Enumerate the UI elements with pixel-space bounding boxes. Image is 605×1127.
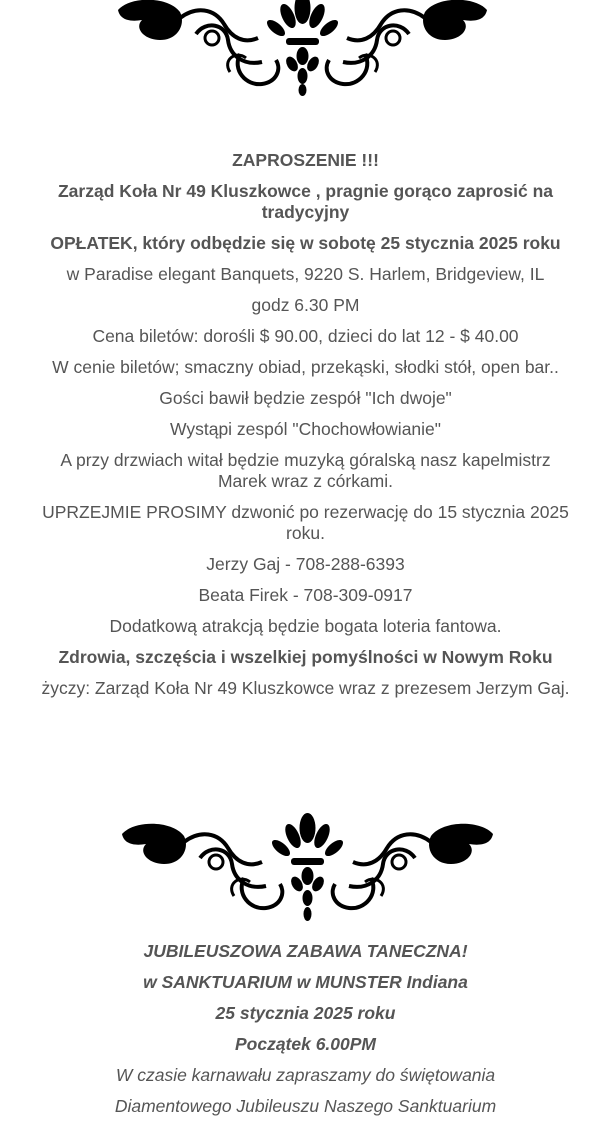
ornament-divider-middle [0,812,605,928]
flourish-icon [118,0,487,96]
jubilee-section [38,941,573,1127]
contact-beata-firek: Beata Firek - 708-309-0917 [198,585,413,605]
event-time: godz 6.30 PM [251,295,360,315]
reservation-request: UPRZEJMIE PROSIMY dzwonić po rezerwację do 15 stycznia 2025 roku. [42,502,569,543]
jubilee-start-time: Początek 6.00PM [234,1034,377,1054]
ticket-prices: Cena biletów: dorośli $ 90.00, dzieci do lat 12 - $ 40.00 [92,326,519,346]
invitation-section [38,150,573,709]
ticket-includes: W cenie biletów; smaczny obiad, przekąski, słodki stół, open bar.. [52,357,559,377]
ornament-divider-top [0,0,605,106]
welcome-music-info: A przy drzwiach witał będzie muzyką góralską nasz kapelmistrz Marek wraz z córkami. [60,450,551,491]
performer-info: Wystąpi zespól "Chochowłowianie" [169,419,441,439]
jubilee-location: w SANKTUARIUM w MUNSTER Indiana [143,972,468,992]
raffle-info: Dodatkową atrakcją będzie bogata loteria fantowa. [109,616,502,636]
jubilee-date: 25 stycznia 2025 roku [215,1003,396,1023]
invitation-heading: ZAPROSZENIE !!! [232,150,379,170]
new-year-wishes: Zdrowia, szczęścia i wszelkiej pomyślności w Nowym Roku [58,647,553,667]
event-title-date: OPŁATEK, który odbędzie się w sobotę 25 stycznia 2025 roku [50,233,561,253]
band-info: Gości bawił będzie zespół "Ich dwoje" [159,388,452,408]
jubilee-invite-text: W czasie karnawału zapraszamy do świętowania [115,1065,496,1085]
contact-jerzy-gaj: Jerzy Gaj - 708-288-6393 [206,554,405,574]
flourish-icon [122,813,493,921]
invitation-intro: Zarząd Koła Nr 49 Kluszkowce , pragnie gorąco zaprosić na tradycyjny [57,181,553,222]
jubilee-invite-text-2: Diamentowego Jubileuszu Naszego Sanktuarium [114,1096,497,1116]
event-venue: w Paradise elegant Banquets, 9220 S. Harlem, Bridgeview, IL [66,264,545,284]
jubilee-heading: JUBILEUSZOWA ZABAWA TANECZNA! [143,941,468,961]
wishes-signature: życzy: Zarząd Koła Nr 49 Kluszkowce wraz z prezesem Jerzym Gaj. [41,678,570,698]
